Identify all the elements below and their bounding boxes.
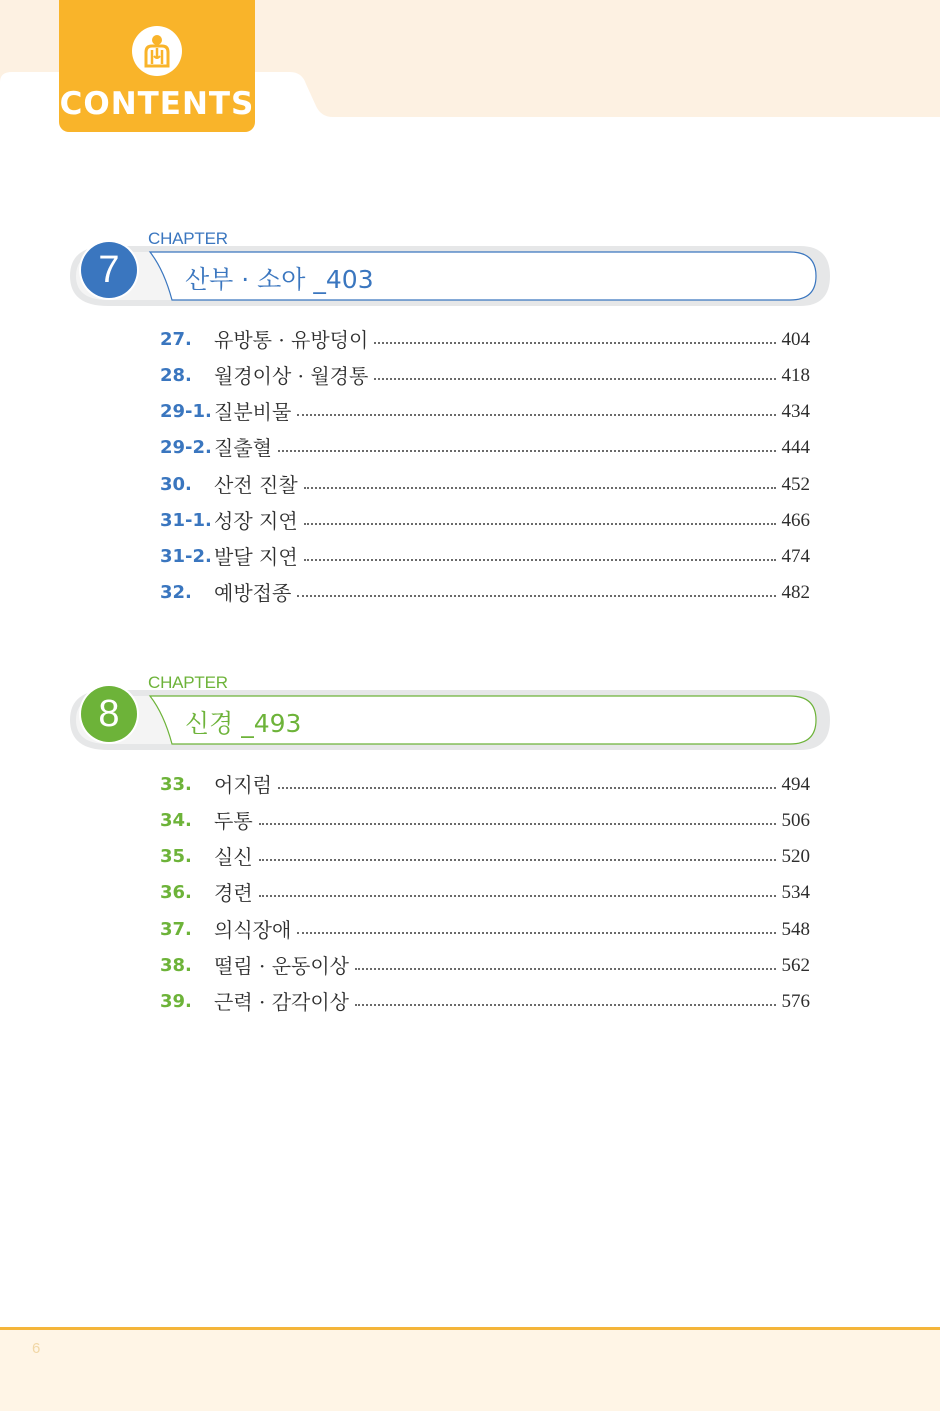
entry-number: 39. (160, 991, 192, 1012)
entry-title: 어지럼 (214, 773, 272, 797)
entry-number: 35. (160, 846, 192, 867)
entry-number: 29-1. (160, 401, 212, 422)
entry-page: 404 (781, 329, 810, 350)
entry-title: 질출혈 (214, 436, 272, 460)
contents-tab (59, 0, 255, 132)
entry-page: 452 (781, 474, 810, 495)
entry-title: 떨림 · 운동이상 (214, 954, 349, 978)
entry-page: 520 (781, 846, 810, 867)
toc-entry[interactable] (160, 472, 810, 498)
chapter-title[interactable]: 산부 · 소아 _403 (185, 265, 374, 294)
entry-title: 발달 지연 (214, 545, 298, 569)
entry-number: 33. (160, 774, 192, 795)
toc-entry[interactable] (160, 508, 810, 534)
chapter-number: 7 (98, 249, 120, 291)
entry-page: 562 (781, 955, 810, 976)
toc-entry[interactable] (160, 989, 810, 1015)
entry-number: 31-1. (160, 510, 212, 531)
dot-leader (374, 342, 775, 344)
toc-entry[interactable] (160, 953, 810, 979)
entry-page: 506 (781, 810, 810, 831)
entry-number: 31-2. (160, 546, 212, 567)
toc-entry[interactable] (160, 544, 810, 570)
page-number: 6 (32, 1340, 41, 1357)
dot-leader (304, 523, 776, 525)
toc-entry[interactable] (160, 772, 810, 798)
entry-number: 32. (160, 582, 192, 603)
entry-number: 38. (160, 955, 192, 976)
entry-page: 548 (781, 919, 810, 940)
dot-leader (297, 595, 775, 597)
entry-title: 의식장애 (214, 918, 292, 942)
entry-title: 실신 (214, 845, 253, 869)
dot-leader (259, 859, 776, 861)
entry-title: 유방통 · 유방덩이 (214, 328, 369, 352)
dot-leader (297, 932, 775, 934)
entry-page: 474 (781, 546, 810, 567)
footer-band (0, 1330, 940, 1411)
toc-entry[interactable] (160, 399, 810, 425)
person-icon (132, 26, 182, 76)
entry-number: 36. (160, 882, 192, 903)
entry-number: 34. (160, 810, 192, 831)
entry-title: 월경이상 · 월경통 (214, 364, 369, 388)
entry-title: 예방접종 (214, 581, 292, 605)
dot-leader (304, 487, 776, 489)
chapter-kicker: CHAPTER (148, 673, 228, 692)
dot-leader (278, 450, 776, 452)
toc-entry[interactable] (160, 808, 810, 834)
entry-title: 경련 (214, 881, 253, 905)
entry-page: 576 (781, 991, 810, 1012)
toc-entry[interactable] (160, 580, 810, 606)
dot-leader (355, 968, 776, 970)
dot-leader (259, 823, 776, 825)
dot-leader (355, 1004, 776, 1006)
entry-page: 418 (781, 365, 810, 386)
dot-leader (304, 559, 776, 561)
chapter-title[interactable]: 신경 _493 (185, 709, 302, 738)
entry-title: 질분비물 (214, 400, 292, 424)
entry-number: 30. (160, 474, 192, 495)
entry-page: 466 (781, 510, 810, 531)
entry-title: 성장 지연 (214, 509, 298, 533)
entry-page: 534 (781, 882, 810, 903)
dot-leader (278, 787, 776, 789)
chapter-kicker: CHAPTER (148, 229, 228, 248)
toc-entry[interactable] (160, 327, 810, 353)
chapter-number: 8 (98, 693, 120, 735)
toc-entry[interactable] (160, 880, 810, 906)
dot-leader (374, 378, 775, 380)
toc-entry[interactable] (160, 917, 810, 943)
toc-entry[interactable] (160, 844, 810, 870)
entry-page: 494 (781, 774, 810, 795)
entry-title: 근력 · 감각이상 (214, 990, 349, 1014)
toc-entry[interactable] (160, 435, 810, 461)
entry-number: 28. (160, 365, 192, 386)
entry-page: 482 (781, 582, 810, 603)
dot-leader (259, 895, 776, 897)
entry-page: 434 (781, 401, 810, 422)
chapter-7-banner (0, 226, 940, 316)
entry-page: 444 (781, 437, 810, 458)
dot-leader (297, 414, 775, 416)
toc-entry[interactable] (160, 363, 810, 389)
chapter-8-banner (0, 670, 940, 760)
contents-title: CONTENTS (59, 86, 255, 122)
entry-number: 37. (160, 919, 192, 940)
entry-title: 산전 진찰 (214, 473, 298, 497)
entry-title: 두통 (214, 809, 253, 833)
entry-number: 29-2. (160, 437, 212, 458)
entry-number: 27. (160, 329, 192, 350)
